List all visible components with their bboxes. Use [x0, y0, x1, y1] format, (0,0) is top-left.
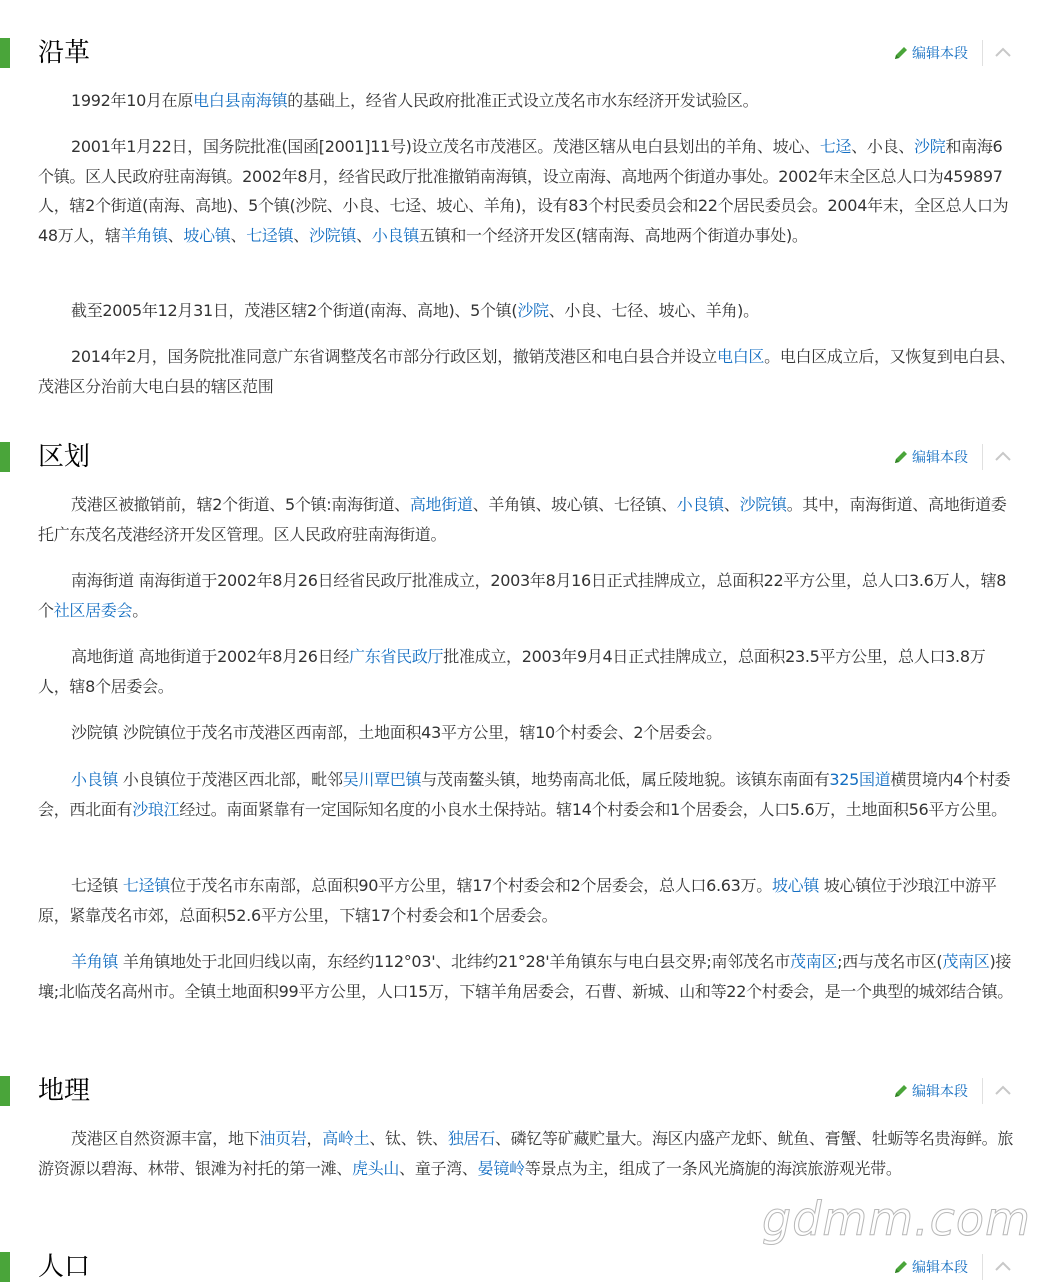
text-run: 。电白区成立后，又恢复到电白县、茂港区分治前大电白县的辖区范围	[38, 347, 1016, 396]
text-run: 的基础上，经省人民政府批准正式设立茂名市水东经济开发试验区。	[287, 91, 759, 110]
edit-section-button[interactable]	[893, 1082, 968, 1102]
text-run: 。	[132, 600, 148, 620]
header-divider	[982, 1078, 983, 1104]
collapse-section-button[interactable]	[992, 1256, 1014, 1278]
text-run: 、钛、铁、	[369, 1129, 448, 1148]
wiki-link[interactable]: 油页岩	[259, 1129, 307, 1148]
section-accent-bar	[0, 442, 10, 472]
chevron-up-icon	[992, 49, 1014, 68]
text-run: 批准成立，2003年9月4日正式挂牌成立，总面积23.5平方公里，总人口3.8万人，辖8个居委会。	[38, 647, 986, 696]
text-run: 、	[167, 225, 184, 245]
edit-section-button[interactable]	[893, 448, 968, 468]
wiki-link[interactable]: 坡心镇	[771, 876, 820, 895]
section-2	[0, 438, 1038, 1001]
chevron-up-icon	[992, 1087, 1014, 1106]
pencil-icon	[893, 46, 912, 62]
wiki-link[interactable]: 沙院镇	[309, 225, 357, 245]
edit-section-label: 编辑本段	[912, 1084, 968, 1100]
paragraph	[38, 86, 1016, 116]
wiki-link[interactable]: 沙琅江	[132, 799, 180, 819]
edit-section-button[interactable]	[893, 44, 968, 64]
text-run: 南海街道 南海街道于2002年8月26日经省民政厅批准成立，2003年8月16日正式挂牌成立，总面积22平方公里，总人口3.6万人，辖8个	[38, 571, 1007, 620]
section-accent-bar	[0, 1252, 10, 1282]
text-run: 等景点为主，组成了一条风光旖旎的海滨旅游观光带。	[524, 1158, 902, 1178]
text-run: 2014年2月，国务院批准同意广东省调整茂名市部分行政区划，撤销茂港区和电白县合并设立	[71, 347, 718, 366]
text-run: 坡心镇位于沙琅江中游平原，紧靠茂名市郊，总面积52.6平方公里，下辖17个村委会和1个居委会。	[38, 876, 997, 925]
text-run: )接壤;北临茂名高州市。全镇土地面积99平方公里，人口15万，下辖羊角居委会，石曹、新城、山和等22个村委会，是一个典型的城郊结合镇。	[38, 952, 1013, 1001]
text-run: 、童子湾、	[399, 1158, 478, 1178]
section-header	[0, 1248, 1038, 1288]
paragraph	[38, 342, 1016, 401]
wiki-link[interactable]: 沙院	[517, 301, 549, 320]
text-run: 高地街道 高地街道于2002年8月26日经	[71, 647, 350, 666]
header-divider	[982, 444, 983, 470]
text-run: 、小良、七径、坡心、羊角)。	[548, 301, 759, 320]
wiki-link[interactable]: 坡心镇	[183, 225, 231, 245]
text-run: 茂港区自然资源丰富，地下	[71, 1129, 260, 1148]
wiki-link[interactable]: 电白县南海镇	[193, 91, 288, 110]
wiki-link[interactable]: 晏镜岭	[477, 1158, 525, 1178]
wiki-link[interactable]: 独居石	[447, 1129, 495, 1148]
collapse-section-button[interactable]	[992, 42, 1014, 64]
wiki-link[interactable]: 高岭土	[322, 1129, 370, 1148]
paragraph	[38, 296, 1016, 326]
section-accent-bar	[0, 38, 10, 68]
text-run: 、小良、	[851, 137, 915, 156]
wiki-link[interactable]: 小良镇	[371, 225, 419, 245]
wiki-link[interactable]: 电白区	[717, 347, 765, 366]
text-run: 、	[230, 225, 247, 245]
chevron-up-icon	[992, 453, 1014, 472]
wiki-link[interactable]: 羊角镇	[71, 952, 119, 971]
wiki-link[interactable]: 高地街道	[409, 495, 473, 514]
text-run: 经过。南面紧靠有一定国际知名度的小良水土保持站。辖14个村委会和1个居委会，人口5.6万，土地面积56平方公里。	[179, 799, 1007, 819]
wiki-link[interactable]: 茂南区	[790, 952, 838, 971]
paragraph	[38, 765, 1016, 824]
text-run: 、	[293, 225, 309, 245]
text-run: ，	[306, 1129, 323, 1148]
paragraph	[38, 718, 1016, 748]
text-run: 小良镇位于茂港区西北部，毗邻	[118, 770, 343, 789]
text-run: 羊角镇地处于北回归线以南，东经约112°03'、北纬约21°28'羊角镇东与电白县交界;南邻茂名市	[118, 952, 791, 971]
wiki-link[interactable]: 沙院镇	[739, 495, 787, 514]
text-run: 、	[723, 495, 740, 514]
text-run: 、	[356, 225, 372, 245]
wiki-link[interactable]: 吴川覃巴镇	[342, 770, 422, 789]
header-divider	[982, 40, 983, 66]
text-run: 、羊角镇、坡心镇、七径镇、	[472, 495, 677, 514]
section-4	[0, 1248, 1038, 1288]
wiki-link[interactable]: 虎头山	[352, 1158, 400, 1178]
section-title: 地理	[38, 1076, 91, 1106]
text-run: 2001年1月22日，国务院批准(国函[2001]11号)设立茂名市茂港区。茂港区辖从电白县划出的羊角、坡心、	[71, 137, 820, 156]
pencil-icon	[893, 450, 912, 466]
wiki-link[interactable]: 小良镇	[71, 770, 119, 789]
wiki-link[interactable]: 沙院	[914, 137, 946, 156]
text-run: 、磷钇等矿藏贮量大。海区内盛产龙虾、鱿鱼、膏蟹、牡蛎等名贵海鲜。旅游资源以碧海、林带、银滩为衬托的第一滩、	[38, 1129, 1014, 1178]
wiki-link[interactable]: 社区居委会	[53, 600, 133, 620]
paragraph	[38, 490, 1016, 549]
paragraph	[38, 1124, 1016, 1183]
text-run: 茂港区被撤销前，辖2个街道、5个镇:南海街道、	[71, 495, 410, 514]
text-run: 1992年10月在原	[71, 91, 194, 110]
wiki-link[interactable]: 七迳	[819, 137, 852, 156]
paragraph	[38, 947, 1016, 1006]
wiki-link[interactable]: 茂南区	[942, 952, 990, 971]
wiki-link[interactable]: 七迳镇	[246, 225, 294, 245]
section-title: 人口	[38, 1252, 91, 1282]
text-run: ;西与茂名市区(	[837, 952, 943, 971]
edit-section-label: 编辑本段	[912, 46, 968, 62]
edit-section-label: 编辑本段	[912, 450, 968, 466]
paragraph	[38, 132, 1016, 250]
text-run: 横贯境内4个村委会，西北面有	[38, 770, 1011, 819]
wiki-link[interactable]: 小良镇	[676, 495, 724, 514]
paragraph	[38, 871, 1016, 930]
text-run: 截至2005年12月31日，茂港区辖2个街道(南海、高地)、5个镇(	[71, 301, 518, 320]
text-run: 七迳镇	[71, 876, 123, 895]
section-title: 沿革	[38, 38, 91, 68]
paragraph	[38, 566, 1016, 625]
paragraph	[38, 642, 1016, 701]
edit-section-button[interactable]	[893, 1258, 968, 1278]
section-accent-bar	[0, 1076, 10, 1106]
watermark: gdmm.com	[762, 1192, 1031, 1246]
pencil-icon	[893, 1084, 912, 1100]
text-run: 和南海6个镇。区人民政府驻南海镇。2002年8月，经省民政厅批准撤销南海镇，设立南海、高地两个街道办事处。2002年末全区总人口为459897人，辖2个街道(南海、高地)、5个镇(沙院、小良、七迳、坡心、羊角)，设有83个村民委员会和22个居民委员会。2004年末，全区总人口为48万人，辖	[38, 137, 1009, 245]
pencil-icon	[893, 1260, 912, 1276]
text-run: 五镇和一个经济开发区(辖南海、高地两个街道办事处)。	[418, 225, 808, 245]
section-header	[0, 1072, 1038, 1112]
wiki-link[interactable]: 羊角镇	[120, 225, 168, 245]
section-header	[0, 34, 1038, 74]
text-run: 与茂南鳌头镇，地势南高北低，属丘陵地貌。该镇东南面有	[421, 770, 830, 789]
wiki-link[interactable]: 325国道	[829, 770, 891, 789]
text-run: 位于茂名市东南部，总面积90平方公里，辖17个村委会和2个居委会，总人口6.63万。	[170, 876, 772, 895]
wiki-link[interactable]: 广东省民政厅	[349, 647, 444, 666]
chevron-up-icon	[992, 1263, 1014, 1282]
section-1	[0, 34, 1038, 396]
header-divider	[982, 1254, 983, 1280]
section-title: 区划	[38, 442, 91, 472]
collapse-section-button[interactable]	[992, 446, 1014, 468]
text-run: 。其中，南海街道、高地街道委托广东茂名茂港经济开发区管理。区人民政府驻南海街道。	[38, 495, 1007, 544]
section-3	[0, 1072, 1038, 1178]
edit-section-label: 编辑本段	[912, 1260, 968, 1276]
collapse-section-button[interactable]	[992, 1080, 1014, 1102]
section-header	[0, 438, 1038, 478]
wiki-link[interactable]: 七迳镇	[122, 876, 170, 895]
text-run: 沙院镇 沙院镇位于茂名市茂港区西南部，土地面积43平方公里，辖10个村委会、2个居委会。	[71, 723, 722, 742]
